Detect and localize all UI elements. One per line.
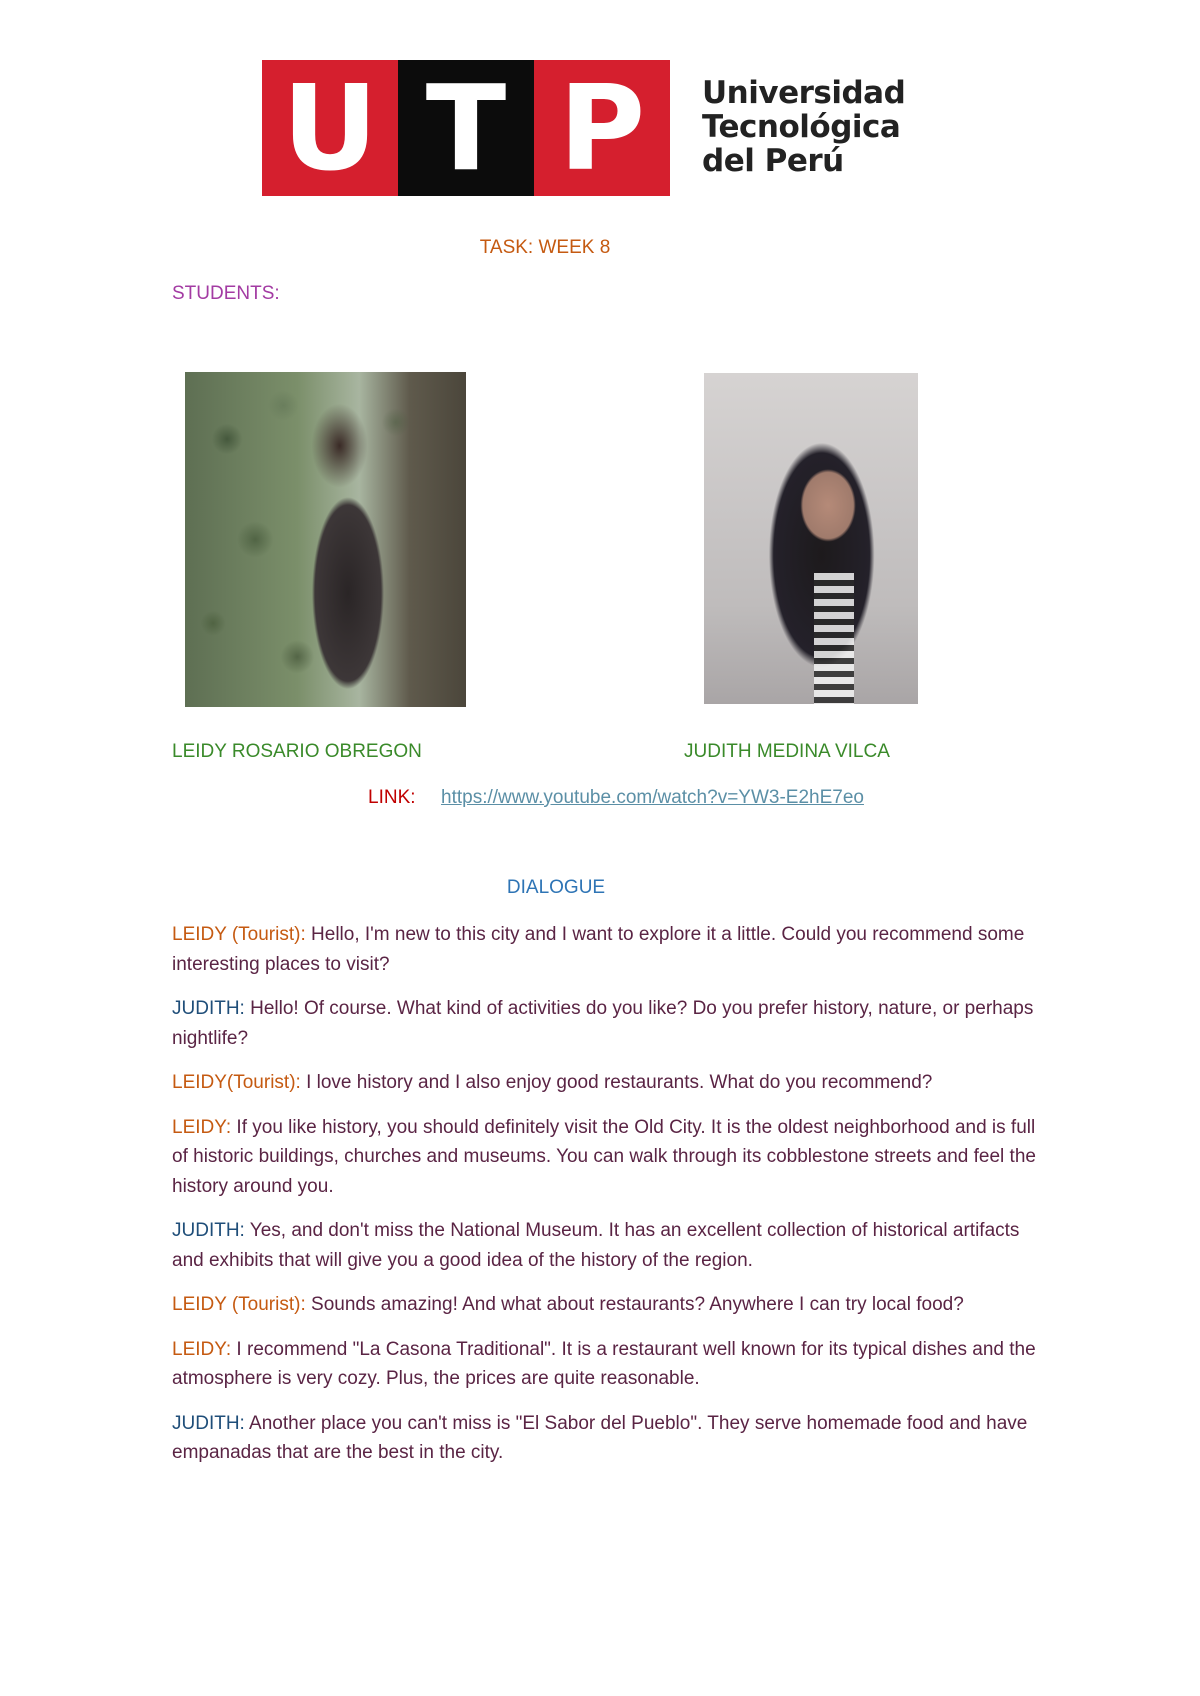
dialogue-body [172, 920, 1052, 1483]
dialogue-text: If you like history, you should definitely visit the Old City. It is the oldest neighborhood and is full of historic buildings, churches and museums. You can walk through its cobblestone streets and feel the history around you. [172, 1116, 1036, 1197]
utp-logo [247, 50, 907, 205]
dialogue-line [172, 1409, 1052, 1468]
university-name [702, 76, 905, 178]
task-title: TASK: WEEK 8 [479, 237, 611, 258]
dialogue-title: DIALOGUE [506, 877, 606, 898]
speaker-label: LEIDY: [172, 1116, 232, 1138]
speaker-label: LEIDY(Tourist): [172, 1072, 301, 1093]
speaker-label: JUDITH: [172, 1220, 245, 1241]
speaker-label: LEIDY: [172, 1338, 232, 1360]
dialogue-text: Yes, and don't miss the National Museum. It has an excellent collection of historical artifacts and exhibits that will give you a good idea of the history of the region. [172, 1220, 1020, 1271]
speaker-label: LEIDY (Tourist): [172, 1294, 306, 1315]
logo-letter-u: U [282, 59, 378, 197]
student-photo-judith [704, 373, 918, 704]
speaker-label: JUDITH: [172, 1412, 245, 1434]
dialogue-text: I love history and I also enjoy good restaurants. What do you recommend? [300, 1072, 933, 1093]
university-name-line-2: Tecnológica [702, 109, 901, 145]
university-name-line-1: Universidad [702, 75, 906, 111]
logo-letter-p: P [558, 59, 646, 197]
dialogue-text: I recommend "La Casona Traditional". It is a restaurant well known for its typical dishes and the atmosphere is very cozy. Plus, the prices are quite reasonable. [172, 1338, 1036, 1389]
dialogue-text: Sounds amazing! And what about restaurants? Anywhere I can try local food? [305, 1294, 964, 1315]
dialogue-line [172, 1290, 1052, 1320]
dialogue-text: Another place you can't miss is "El Sabor del Pueblo". They serve homemade food and have empanadas that are the best in the city. [172, 1412, 1028, 1463]
student-name-judith: JUDITH MEDINA VILCA [684, 741, 890, 762]
dialogue-line [172, 1335, 1052, 1394]
link-label: LINK: [368, 787, 416, 808]
student-photo-leidy [185, 372, 466, 707]
dialogue-line [172, 1113, 1052, 1202]
speaker-label: LEIDY (Tourist): [172, 924, 306, 945]
video-link[interactable]: https://www.youtube.com/watch?v=YW3-E2hE7eo [441, 787, 864, 808]
logo-letter-t: T [398, 60, 534, 196]
dialogue-line [172, 994, 1052, 1053]
university-name-line-3: del Perú [702, 143, 844, 179]
dialogue-line [172, 920, 1052, 979]
dialogue-text: Hello! Of course. What kind of activities do you like? Do you prefer history, nature, or perhaps nightlife? [172, 998, 1034, 1049]
students-label: STUDENTS: [172, 283, 280, 304]
speaker-label: JUDITH: [172, 998, 245, 1019]
dialogue-line [172, 1068, 1052, 1098]
dialogue-text: Hello, I'm new to this city and I want to explore it a little. Could you recommend some interesting places to visit? [172, 924, 1025, 975]
utp-logo-mark [262, 60, 670, 196]
dialogue-line [172, 1216, 1052, 1275]
student-name-leidy: LEIDY ROSARIO OBREGON [172, 741, 422, 762]
